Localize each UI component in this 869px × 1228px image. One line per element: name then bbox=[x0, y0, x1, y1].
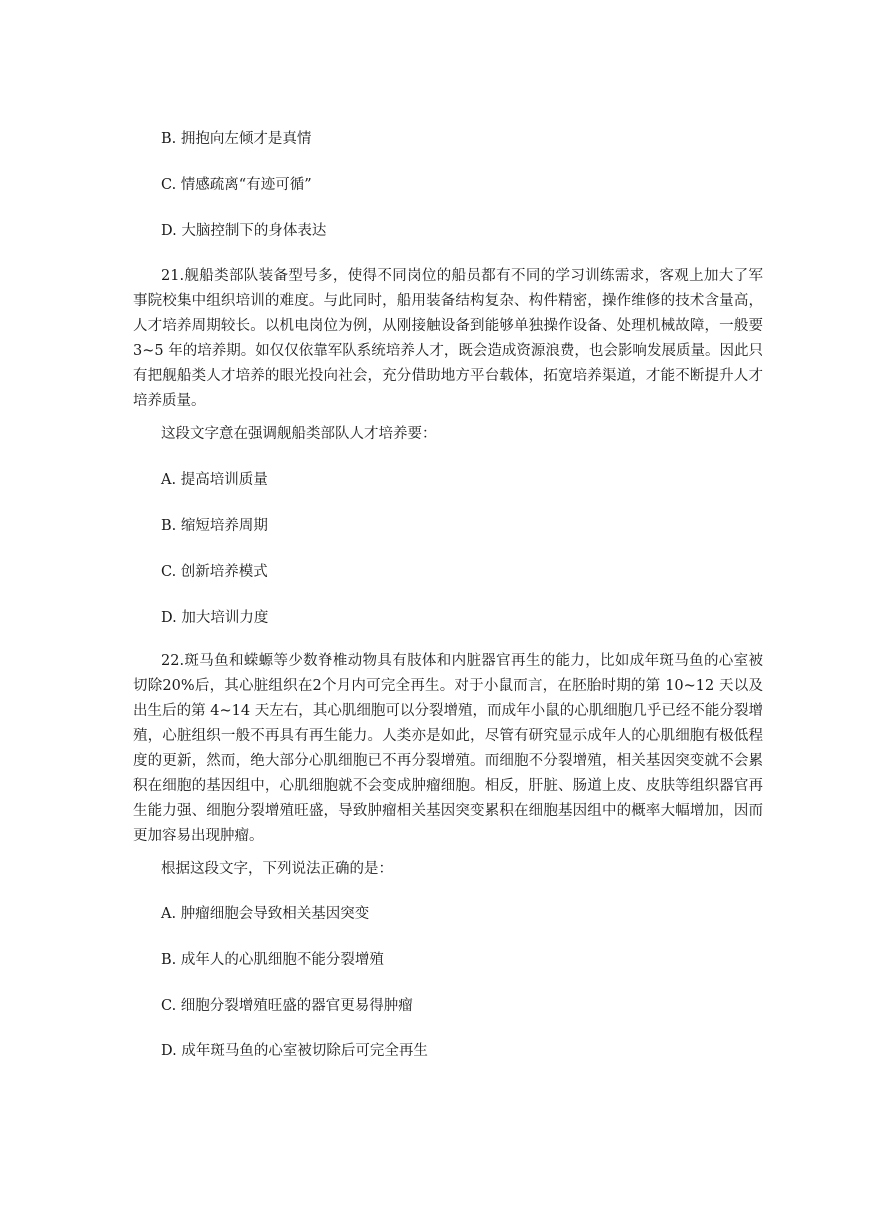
q21-option-d: D. 加大培训力度 bbox=[161, 610, 269, 626]
q22-stem: 根据这段文字，下列说法正确的是： bbox=[161, 861, 393, 877]
q21-option-b: B. 缩短培养周期 bbox=[161, 518, 268, 534]
q22-option-a: A. 肿瘤细胞会导致相关基因突变 bbox=[161, 906, 370, 922]
q21-stem: 这段文字意在强调舰船类部队人才培养要： bbox=[161, 426, 437, 442]
q21-passage: 21.舰船类部队装备型号多，使得不同岗位的船员都有不同的学习训练需求，客观上加大了军事院校集中组织培训的难度。与此同时，船用装备结构复杂、构件精密，操作维修的技术含量高，人才培养周期较长。以机电岗位为例，从刚接触设备到能够单独操作设备、处理机械故障，一般要 3~5 年的培养期。如仅仅依靠军队系统培养人才，既会造成资源浪费，也会影响发展质量。因此只有把舰船类人才培养的眼光投向社会，充分借助地方平台载体，拓宽培养渠道，才能不断提升人才培养质量。 bbox=[133, 268, 763, 409]
q22-option-c: C. 细胞分裂增殖旺盛的器官更易得肿瘤 bbox=[161, 998, 413, 1014]
q22-option-b: B. 成年人的心肌细胞不能分裂增殖 bbox=[161, 952, 384, 968]
q22-passage: 22.斑马鱼和蝾螈等少数脊椎动物具有肢体和内脏器官再生的能力，比如成年斑马鱼的心室被切除20%后，其心脏组织在2个月内可完全再生。对于小鼠而言，在胚胎时期的第 10~12 天以及出生后的第 4~14 天左右，其心肌细胞可以分裂增殖，而成年小鼠的心肌细胞几乎已经不能分裂增殖，心脏组织一般不再具有再生能力。人类亦是如此，尽管有研究显示成年人的心肌细胞有极低程度的更新，然而，绝大部分心肌细胞已不再分裂增殖。而细胞不分裂增殖，相关基因突变就不会累积在细胞的基因组中，心肌细胞就不会变成肿瘤细胞。相反，肝脏、肠道上皮、皮肤等组织器官再生能力强、细胞分裂增殖旺盛，导致肿瘤相关基因突变累积在细胞基因组中的概率大幅增加，因而更加容易出现肿瘤。 bbox=[133, 653, 763, 844]
q20-option-c: C. 情感疏离“有迹可循” bbox=[161, 177, 312, 193]
q21-option-a: A. 提高培训质量 bbox=[161, 472, 268, 488]
q21-option-c: C. 创新培养模式 bbox=[161, 564, 268, 580]
q22-option-d: D. 成年斑马鱼的心室被切除后可完全再生 bbox=[161, 1043, 428, 1059]
q20-option-d: D. 大脑控制下的身体表达 bbox=[161, 223, 327, 239]
q20-option-b: B. 拥抱向左倾才是真情 bbox=[161, 131, 312, 147]
